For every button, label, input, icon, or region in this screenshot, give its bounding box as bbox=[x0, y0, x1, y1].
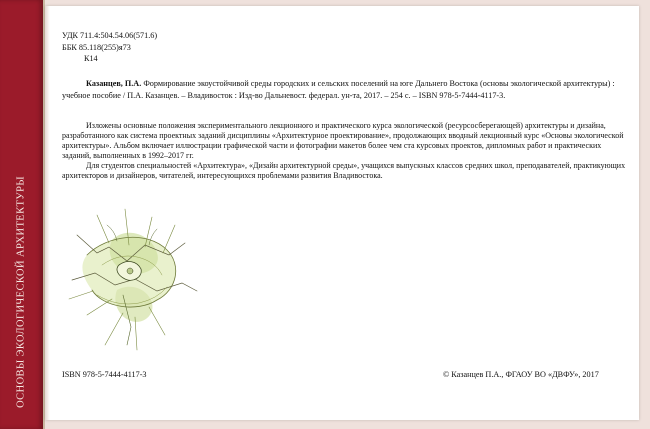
bibliographic-record bbox=[62, 78, 630, 101]
annotation-paragraph-2: Для студентов специальностей «Архитектура», «Дизайн архитектурной среды», учащихся выпускных классов средних школ, преподавателей, практикующих архитекторов и дизайнеров, читателей, интересующихся проблемами развития Владивостока. bbox=[62, 161, 626, 180]
title-verso-page bbox=[45, 6, 639, 420]
catalog-block bbox=[62, 30, 157, 65]
annotation-paragraph-1: Изложены основные положения экспериментального лекционного и практического курса экологической (ресурсосберегающей) архитектуры и дизайна, разработанного как система проектных заданий дисциплины «Архитектурное проектирование», продолжающих вводный лекционный курс «Основы экологической архитектуры». Альбом включает иллюстрации графической части и фотографии макетов более чем ста курсовых проектов, дипломных работ и практических заданий, выполненных в 1992–2017 гг. bbox=[62, 121, 624, 160]
isbn: ISBN 978-5-7444-4117-3 bbox=[62, 370, 147, 379]
annotation bbox=[62, 121, 630, 181]
record-text: Формирование экоустойчивой среды городских и сельских поселений на юге Дальнего Востока (основы экологической архитектуры) : учебное пособие / П.А. Казанцев. – Владивосток : Изд-во Дальневост. федерал. ун-та, 2017. – 254 с. – ISBN 978-5-7444-4117-3. bbox=[62, 79, 615, 100]
bbk-code: ББК 85.118(255)я73 bbox=[62, 42, 131, 52]
architectural-sketch-illustration bbox=[57, 195, 202, 355]
author-mark: К14 bbox=[84, 54, 98, 63]
page-fold-shadow bbox=[45, 6, 50, 420]
record-author: Казанцев, П.А. bbox=[86, 79, 142, 88]
spine-title: ОСНОВЫ ЭКОЛОГИЧЕСКОЙ АРХИТЕКТУРЫ bbox=[15, 176, 27, 408]
udk-code: УДК 711.4:504.54.06(571.6) bbox=[62, 31, 158, 40]
book-spine bbox=[0, 0, 45, 429]
copyright: © Казанцев П.А., ФГАОУ ВО «ДВФУ», 2017 bbox=[443, 370, 599, 379]
